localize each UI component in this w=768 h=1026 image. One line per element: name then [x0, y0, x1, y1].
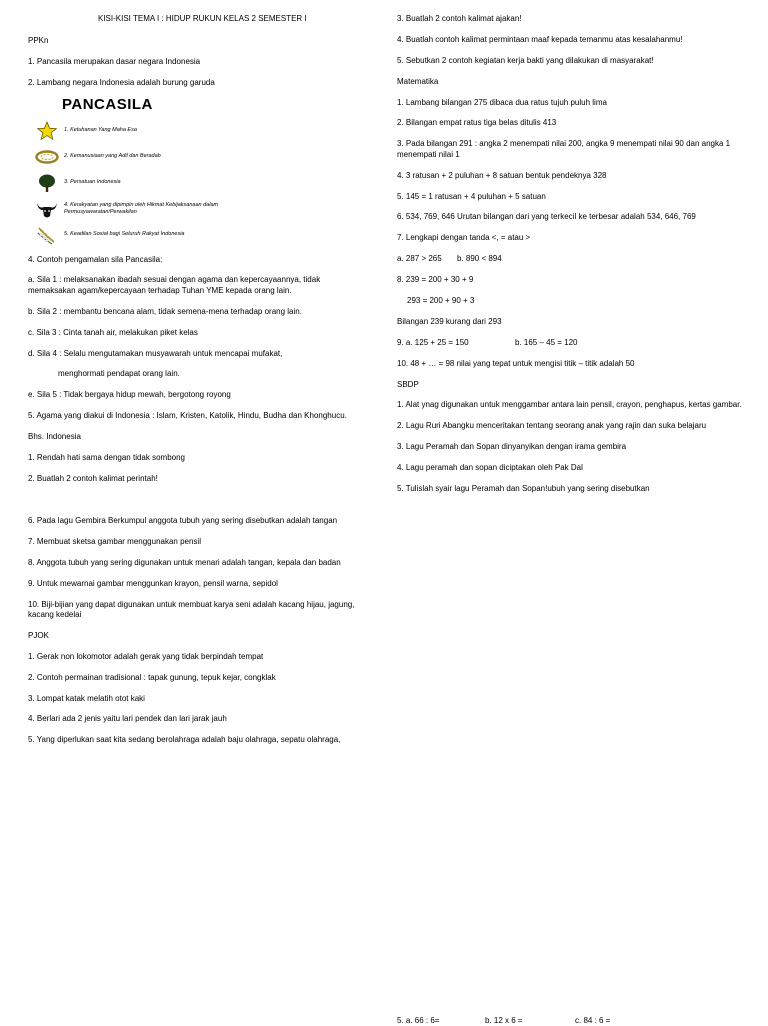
matematika-item: 5. 145 = 1 ratusan + 4 puluhan + 5 satuan [397, 191, 546, 201]
ppkn-item: 2. Lambang negara Indonesia adalah burung garuda [28, 78, 215, 88]
sbdp-item: 3. Lagu Peramah dan Sopan dinyanyikan dengan irama gembira [397, 442, 627, 452]
exercise-b: b. 12 x 6 = [485, 1016, 523, 1025]
sbdp-item: 4. Lagu peramah dan sopan diciptakan oleh Pak Dal [397, 463, 583, 473]
sbdp-item: 2. Lagu Ruri Abangku menceritakan tentang seorang anak yang rajin dan suka belajaru [397, 421, 707, 431]
sbdp-item: 9. Untuk mewarnai gambar menggunkan krayon, pensil warna, sepidol [28, 578, 278, 588]
sbdp-item: 1. Alat ynag digunakan untuk menggambar antara lain pensil, crayon, penghapus, kertas gambar. [397, 400, 742, 410]
bhs-item: 3. Buatlah 2 contoh kalimat ajakan! [397, 14, 522, 23]
matematika-item: 3. Pada bilangan 291 : angka 2 menempati nilai 200, angka 9 menempati nilai 90 dan angka 1 menempati nilai 1 [397, 139, 731, 159]
sbdp-item: 5. Tulislah syair lagu Peramah dan Sopan!ubuh yang sering disebutkan [397, 483, 650, 493]
sila-item [34, 121, 234, 141]
sila-label: 4. Kerakyatan yang dipimpin oleh Hikmat Kebijaksanaan dalam Permusyawaratan/Perwakilan [64, 201, 219, 215]
pjok-item: 2. Contoh permainan tradisional : tapak gunung, tepuk kejar, congklak [28, 672, 276, 682]
matematika-heading: Matematika [397, 76, 439, 86]
pancasila-figure [34, 95, 234, 245]
sila-label: 5. Keadilan Sosial bagi Seluruh Rakyat Indonesia [64, 231, 185, 238]
answer-a: a. 287 > 265 [397, 254, 442, 264]
matematika-item: 4. 3 ratusan + 2 puluhan + 8 satuan bentuk pendeknya 328 [397, 170, 607, 180]
ppkn-item: 4. Contoh pengamalan sila Pancasila: [28, 254, 163, 264]
ppkn-heading: PPKn [28, 36, 49, 46]
left-column [28, 14, 358, 495]
sbdp-item: 8. Anggota tubuh yang sering digunakan untuk menari adalah tangan, kepala dan badan [28, 557, 341, 567]
bull-head-icon [34, 199, 60, 219]
ppkn-item: e. Sila 5 : Tidak bergaya hidup mewah, bergotong royong [28, 390, 231, 400]
document-title: KISI-KISI TEMA I : HIDUP RUKUN KELAS 2 SEMESTER I [98, 14, 307, 23]
ppkn-item: b. Sila 2 : membantu bencana alam, tidak semena-mena terhadap orang lain. [28, 306, 302, 316]
sbdp-item: 6. Pada lagu Gembira Berkumpul anggota tubuh yang sering disebutkan adalah tangan [28, 516, 338, 525]
matematika-item: 2. Bilangan empat ratus tiga belas ditulis 413 [397, 118, 557, 128]
exercise-a: 5. a. 66 : 6= [397, 1016, 440, 1025]
ppkn-item: c. Sila 3 : Cinta tanah air, melakukan piket kelas [28, 327, 198, 337]
sila-label: 2. Kemanusiaan yang Adil dan Beradab [64, 153, 161, 160]
ppkn-item: 1. Pancasila merupakan dasar negara Indonesia [28, 57, 201, 67]
sila-item [34, 147, 234, 167]
pjok-item: 1. Gerak non lokomotor adalah gerak yang tidak berpindah tempat [28, 651, 264, 661]
pancasila-title: PANCASILA [62, 96, 153, 114]
matematika-item: 6. 534, 769, 646 Urutan bilangan dari yang terkecil ke terbesar adalah 534, 646, 769 [397, 212, 696, 222]
sila-label: 3. Persatuan Indonesia [64, 179, 121, 186]
sila-item [34, 199, 234, 219]
sbdp-item: 10. Biji-bijian yang dapat digunakan untuk membuat karya seni adalah kacang hijau, jagung, kacang kedelai [28, 599, 355, 619]
pjok-heading: PJOK [28, 630, 49, 640]
exercise-c: c. 84 : 6 = [575, 1016, 611, 1025]
matematika-item: 10. 48 + … = 98 nilai yang tepat untuk mengisi titik – titik adalah 50 [397, 358, 635, 368]
sbdp-heading: SBDP [397, 379, 419, 389]
answer-a: 9. a. 125 + 25 = 150 [397, 337, 469, 347]
ppkn-item-continuation: menghormati pendapat orang lain. [58, 369, 180, 379]
matematika-item: 7. Lengkapi dengan tanda <, = atau > [397, 233, 531, 243]
bhs-item: 4. Buatlah contoh kalimat permintaan maaf kepada temanmu atas kesalahanmu! [397, 34, 683, 44]
answer-b: b. 165 – 45 = 120 [515, 337, 578, 347]
matematika-item: 1. Lambang bilangan 275 dibaca dua ratus tujuh puluh lima [397, 97, 607, 107]
ppkn-item: 5. Agama yang diakui di Indonesia : Islam, Kristen, Katolik, Hindu, Budha dan Khonghucu. [28, 411, 347, 421]
bottom-exercise-row [397, 1016, 610, 1026]
pjok-item: 5. Yang diperlukan saat kita sedang berolahraga adalah baju olahraga, sepatu olahraga, [28, 735, 341, 745]
matematika-note: Bilangan 239 kurang dari 293 [397, 316, 502, 326]
banyan-tree-icon [34, 173, 60, 193]
matematika-item: 8. 239 = 200 + 30 + 9 [397, 275, 474, 285]
matematika-item-continuation: 293 = 200 + 90 + 3 [407, 295, 475, 305]
bhs-heading: Bhs. Indonesia [28, 432, 81, 442]
chain-icon [34, 147, 60, 167]
matematika-item-9 [397, 338, 742, 348]
left-bottom-section [28, 516, 360, 756]
sbdp-item: 7. Membuat sketsa gambar menggunakan pensil [28, 536, 201, 546]
star-icon [34, 121, 60, 141]
rice-cotton-icon [34, 225, 60, 245]
ppkn-item: a. Sila 1 : melaksanakan ibadah sesuai dengan agama dan kepercayaannya, tidak memaksakan agam/kepercayaan terhadap Tuhan YME kepada orang lain. [28, 275, 321, 295]
bhs-item: 5. Sebutkan 2 contoh kegiatan kerja bakti yang dilakukan di masyarakat! [397, 55, 654, 65]
matematika-item-7-answers [397, 254, 742, 264]
sila-item [34, 173, 234, 193]
pjok-item: 3. Lompat katak melatih otot kaki [28, 693, 145, 703]
answer-b: b. 890 < 894 [457, 254, 502, 264]
sila-item [34, 225, 234, 245]
bhs-item: 2. Buatlah 2 contoh kalimat perintah! [28, 473, 158, 483]
sila-label: 1. Ketuhanan Yang Maha Esa [64, 127, 137, 134]
right-column [397, 14, 742, 505]
ppkn-item: d. Sila 4 : Selalu mengutamakan musyawarah untuk mencapai mufakat, [28, 348, 283, 358]
bhs-item: 1. Rendah hati sama dengan tidak sombong [28, 452, 185, 462]
pjok-item: 4. Berlari ada 2 jenis yaitu lari pendek dan lari jarak jauh [28, 714, 227, 724]
